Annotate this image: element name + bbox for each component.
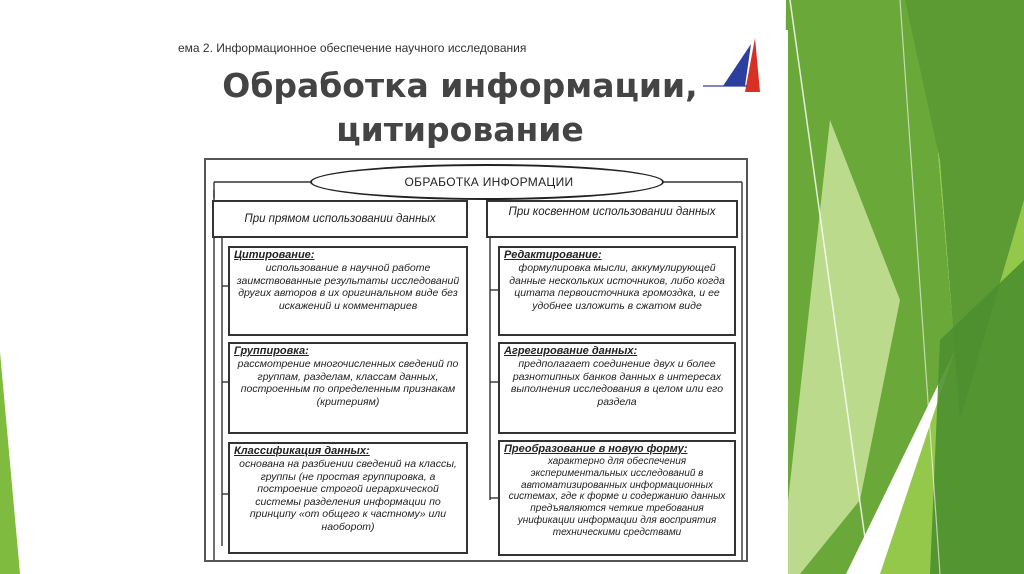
diagram-header	[310, 164, 664, 200]
node-description: формулировка мысли, аккумулирующей данные нескольких источников, либо когда цитата первоисточника громоздка, и ее удобнее изложить в сжатом виде	[509, 262, 725, 312]
node-title: Редактирование:	[504, 249, 602, 261]
node-title: Группировка:	[234, 345, 309, 357]
column-header-indirect	[486, 200, 738, 238]
node-citation	[228, 246, 468, 336]
node-transformation	[498, 440, 736, 556]
node-title: Агрегирование данных:	[504, 345, 638, 357]
slide-title-line-1: Обработка информации,	[222, 66, 698, 105]
node-editing	[498, 246, 736, 336]
column-header-label: При косвенном использовании данных	[508, 206, 716, 218]
node-description: рассмотрение многочисленных сведений по группам, разделам, классам данных, построенным по определенным признакам (критериям)	[237, 358, 459, 408]
node-description: предполагает соединение двух и более разнотипных банков данных в интересах выполнения исследования в целом или его раздела	[510, 358, 724, 408]
diagram	[204, 158, 748, 562]
node-grouping	[228, 342, 468, 434]
left-green-strip	[0, 352, 20, 574]
node-description: основана на разбиении сведений на классы, группы (не простая группировка, а построение строгой иерархической системы разделения информации по принципу «от общего к частному» или наоборот)	[239, 458, 457, 533]
slide-subtitle: ема 2. Информационное обеспечение научного исследования	[178, 41, 527, 55]
logo-blue-wing	[723, 44, 751, 86]
node-title: Классификация данных:	[234, 445, 370, 457]
node-description: использование в научной работе заимствованные результаты исследований других авторов в их оригинальном виде без искажений и комментариев	[236, 262, 460, 312]
node-classification	[228, 442, 468, 554]
node-title: Преобразование в новую форму:	[504, 443, 688, 455]
node-title: Цитирование:	[234, 249, 315, 261]
node-description: характерно для обеспечения экспериментальных исследований в автоматизированных информационных системах, где к форме и содержанию данных предъявляются четкие требования унификации информации для восприятия техническими средствами	[508, 456, 726, 538]
column-header-direct	[212, 200, 468, 238]
diagram-header-label: ОБРАБОТКА ИНФОРМАЦИИ	[404, 175, 574, 189]
column-header-label: При прямом использовании данных	[244, 213, 436, 225]
slide-title-line-2: цитирование	[336, 110, 584, 149]
node-aggregation	[498, 342, 736, 434]
